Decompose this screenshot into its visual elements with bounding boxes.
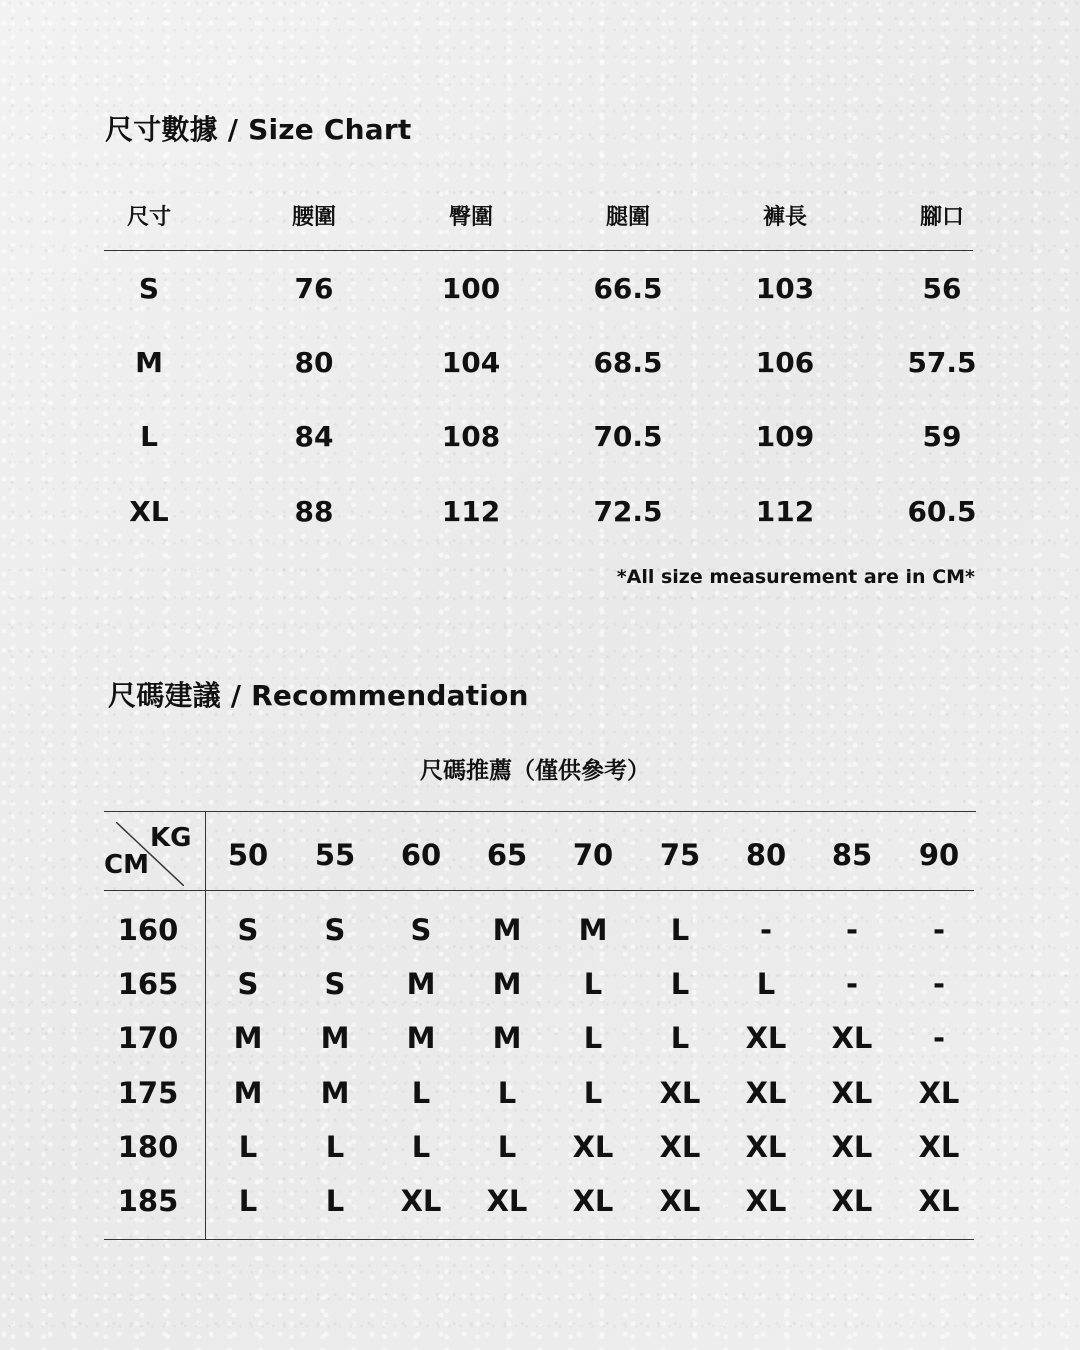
size-chart-title: 尺寸數據 / Size Chart (105, 113, 412, 146)
table-cell: XL (572, 1184, 614, 1218)
recommendation-subtitle: 尺碼推薦（僅供參考） (420, 758, 650, 784)
size-chart-header-divider (104, 250, 973, 251)
table-cell: M (406, 1021, 436, 1055)
table-top-rule (104, 811, 976, 812)
table-cell: XL (745, 1184, 787, 1218)
weight-header: 50 (227, 838, 269, 872)
table-cell: L (325, 1130, 345, 1164)
table-cell: 76 (294, 272, 334, 305)
table-bottom-rule (104, 1239, 974, 1240)
size-label: M (135, 346, 163, 379)
table-cell: M (233, 1021, 263, 1055)
table-cell: L (670, 1021, 690, 1055)
table-cell: S (237, 913, 259, 947)
table-cell: L (238, 1130, 258, 1164)
table-cell: L (325, 1184, 345, 1218)
table-cell: L (583, 1021, 603, 1055)
table-cell: L (411, 1130, 431, 1164)
table-cell: 104 (441, 346, 501, 379)
table-cell: XL (572, 1130, 614, 1164)
table-cell: 70.5 (593, 420, 663, 453)
height-label: 165 (117, 967, 179, 1001)
table-cell: M (492, 913, 522, 947)
thigh-header: 腿圍 (605, 205, 651, 230)
weight-header: 90 (918, 838, 960, 872)
table-cell: M (492, 1021, 522, 1055)
measurement-note: *All size measurement are in CM* (616, 566, 975, 588)
table-cell: XL (831, 1130, 873, 1164)
height-label: 160 (117, 913, 179, 947)
table-cell: L (583, 967, 603, 1001)
table-cell: M (406, 967, 436, 1001)
table-cell: L (756, 967, 776, 1001)
table-cell: - (845, 967, 859, 1001)
table-cell: XL (745, 1130, 787, 1164)
table-cell: L (670, 913, 690, 947)
table-cell: 112 (441, 495, 501, 528)
table-cell: XL (918, 1076, 960, 1110)
height-label: 185 (117, 1184, 179, 1218)
table-cell: 103 (755, 272, 815, 305)
weight-axis-label: KG (150, 823, 192, 853)
table-cell: 72.5 (593, 495, 663, 528)
table-cell: XL (745, 1076, 787, 1110)
table-cell: XL (486, 1184, 528, 1218)
table-cell: M (320, 1076, 350, 1110)
table-cell: XL (659, 1184, 701, 1218)
weight-header: 75 (659, 838, 701, 872)
waist-header: 腰圍 (291, 205, 337, 230)
table-cell: XL (659, 1076, 701, 1110)
size-header: 尺寸 (126, 205, 172, 230)
hip-header: 臀圍 (448, 205, 494, 230)
table-cell: 88 (294, 495, 334, 528)
table-cell: 66.5 (593, 272, 663, 305)
length-header: 褲長 (762, 205, 808, 230)
table-cell: 106 (755, 346, 815, 379)
recommendation-title: 尺碼建議 / Recommendation (108, 679, 529, 712)
height-label: 170 (117, 1021, 179, 1055)
table-cell: L (583, 1076, 603, 1110)
height-axis-label: CM (104, 850, 149, 880)
weight-header: 60 (400, 838, 442, 872)
table-cell: S (237, 967, 259, 1001)
table-cell: 84 (294, 420, 334, 453)
table-cell: 60.5 (907, 495, 977, 528)
table-cell: 80 (294, 346, 334, 379)
table-cell: XL (400, 1184, 442, 1218)
table-cell: 56 (922, 272, 962, 305)
table-cell: XL (918, 1130, 960, 1164)
table-cell: XL (831, 1184, 873, 1218)
table-cell: L (497, 1130, 517, 1164)
table-cell: S (324, 967, 346, 1001)
weight-header: 85 (831, 838, 873, 872)
table-cell: M (492, 967, 522, 1001)
table-cell: XL (918, 1184, 960, 1218)
table-cell: 109 (755, 420, 815, 453)
table-cell: XL (745, 1021, 787, 1055)
table-cell: L (670, 967, 690, 1001)
table-cell: - (759, 913, 773, 947)
height-label: 175 (117, 1076, 179, 1110)
table-cell: XL (659, 1130, 701, 1164)
leg-opening-header: 腳口 (919, 205, 965, 230)
weight-header: 80 (745, 838, 787, 872)
table-header-divider (104, 890, 974, 891)
table-cell: - (932, 913, 946, 947)
table-cell: - (845, 913, 859, 947)
table-cell: L (238, 1184, 258, 1218)
table-cell: M (233, 1076, 263, 1110)
table-cell: S (324, 913, 346, 947)
table-cell: 112 (755, 495, 815, 528)
table-cell: M (578, 913, 608, 947)
size-label: L (140, 420, 158, 453)
weight-header: 65 (486, 838, 528, 872)
height-label: 180 (117, 1130, 179, 1164)
table-cell: 108 (441, 420, 501, 453)
size-label: XL (129, 495, 169, 528)
table-cell: S (410, 913, 432, 947)
table-cell: L (411, 1076, 431, 1110)
weight-header: 70 (572, 838, 614, 872)
table-cell: 57.5 (907, 346, 977, 379)
size-label: S (138, 272, 160, 305)
weight-header: 55 (314, 838, 356, 872)
table-cell: XL (831, 1021, 873, 1055)
table-cell: M (320, 1021, 350, 1055)
table-cell: 68.5 (593, 346, 663, 379)
table-cell: L (497, 1076, 517, 1110)
table-cell: 59 (922, 420, 962, 453)
table-cell: 100 (441, 272, 501, 305)
table-cell: XL (831, 1076, 873, 1110)
table-cell: - (932, 967, 946, 1001)
table-column-divider (205, 812, 206, 1240)
table-cell: - (932, 1021, 946, 1055)
